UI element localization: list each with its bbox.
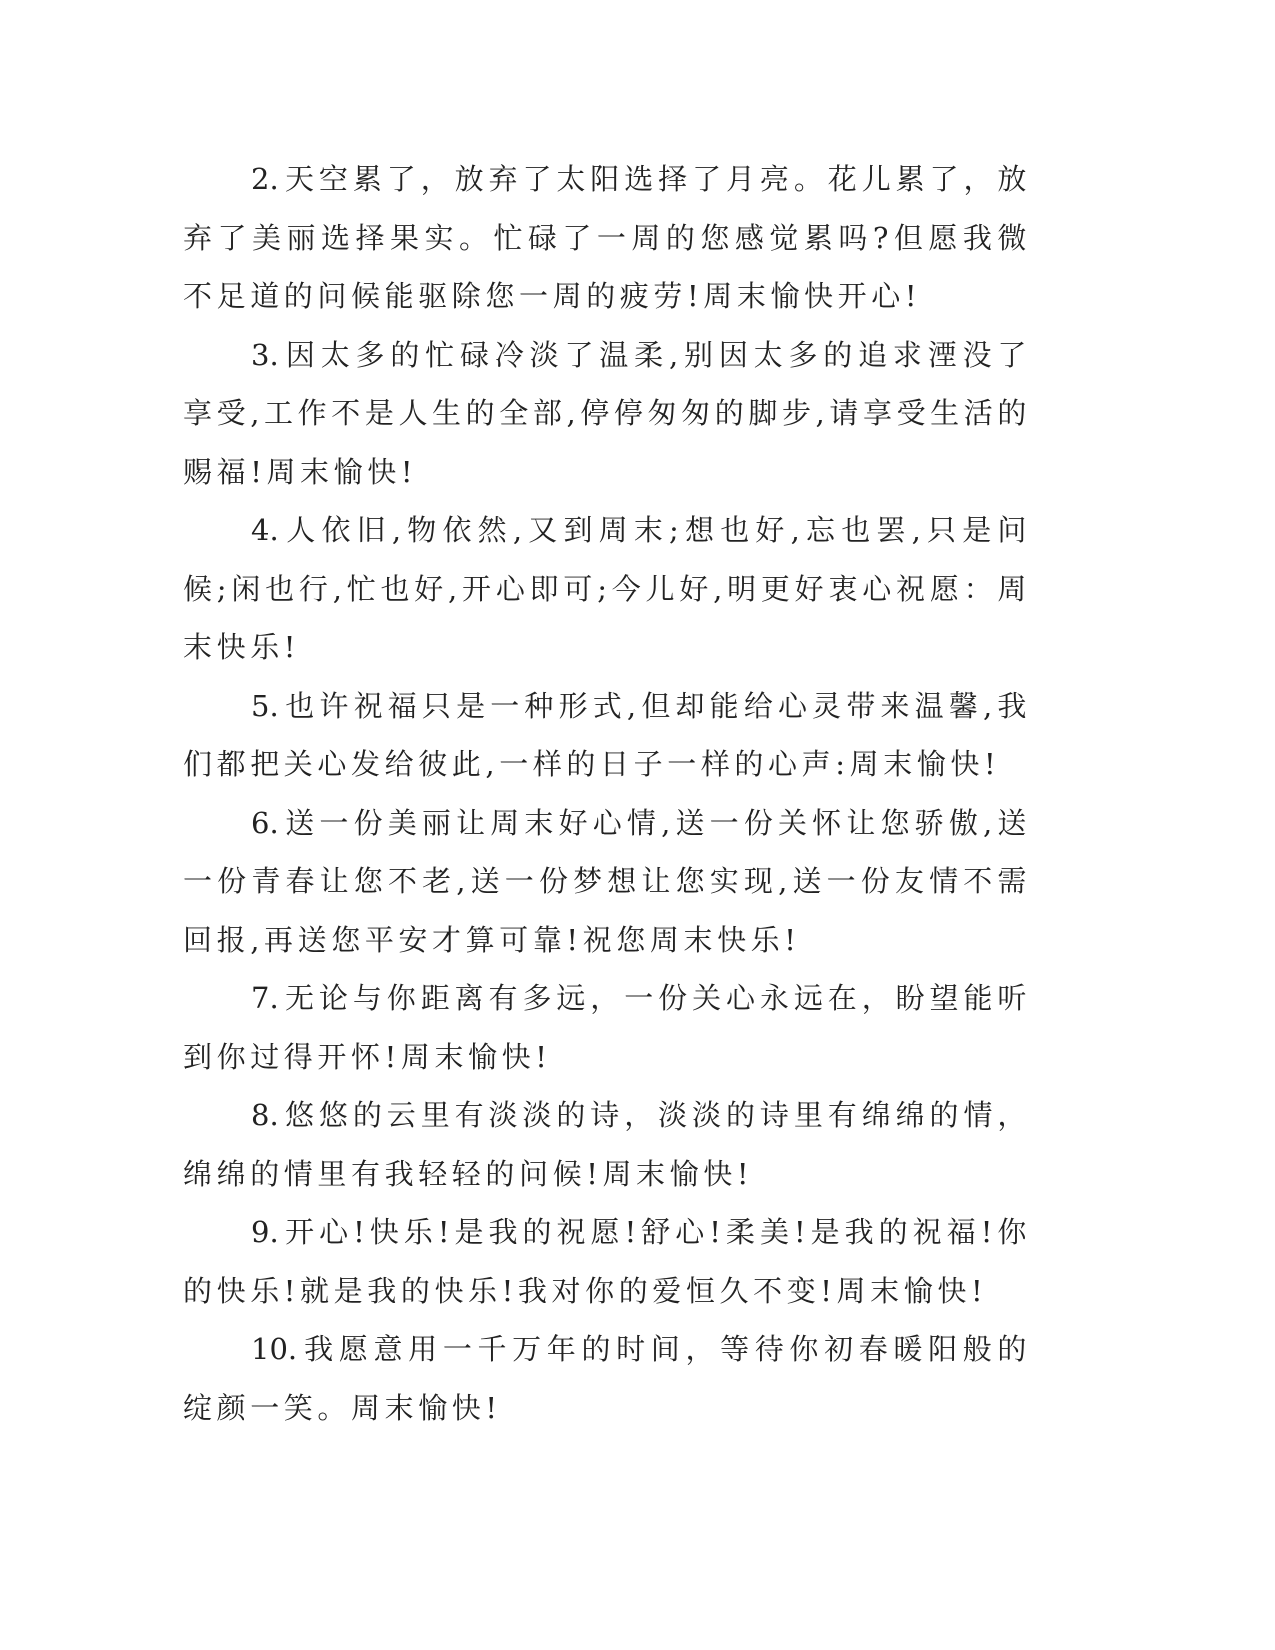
paragraph-item-10: [183, 1320, 1031, 1437]
paragraph-text: 因太多的忙碌冷淡了温柔,别因太多的追求湮没了享受,工作不是人生的全部,停停匆匆的脚步,请享受生活的赐福!周末愉快!: [183, 337, 1031, 489]
paragraph-text: 悠悠的云里有淡淡的诗，淡淡的诗里有绵绵的情，绵绵的情里有我轻轻的问候!周末愉快!: [183, 1098, 1031, 1191]
paragraph-item-6: [183, 794, 1031, 970]
paragraph-number: 8.: [251, 1098, 279, 1132]
document-body: [183, 150, 1031, 1437]
paragraph-text: 无论与你距离有多远，一份关心永远在，盼望能听到你过得开怀!周末愉快!: [183, 981, 1031, 1074]
paragraph-item-8: [183, 1086, 1031, 1203]
paragraph-item-2: [183, 150, 1031, 326]
paragraph-text: 也许祝福只是一种形式,但却能给心灵带来温馨,我们都把关心发给彼此,一样的日子一样的心声:周末愉快!: [183, 688, 1031, 781]
paragraph-number: 3.: [251, 337, 279, 372]
paragraph-text: 人依旧,物依然,又到周末;想也好,忘也罢,只是问候;闲也行,忙也好,开心即可;今儿好,明更好衷心祝愿：周末快乐!: [183, 513, 1031, 664]
paragraph-text: 送一份美丽让周末好心情,送一份关怀让您骄傲,送一份青春让您不老,送一份梦想让您实现,送一份友情不需回报,再送您平安才算可靠!祝您周末快乐!: [183, 805, 1031, 957]
paragraph-item-7: [183, 969, 1031, 1086]
paragraph-number: 4.: [251, 513, 279, 547]
paragraph-text: 开心!快乐!是我的祝愿!舒心!柔美!是我的祝福!你的快乐!就是我的快乐!我对你的爱恒久不变!周末愉快!: [183, 1215, 1031, 1308]
paragraph-number: 10.: [251, 1332, 298, 1366]
paragraph-text: 我愿意用一千万年的时间，等待你初春暖阳般的绽颜一笑。周末愉快!: [183, 1332, 1031, 1425]
paragraph-number: 6.: [251, 805, 279, 840]
paragraph-number: 5.: [251, 688, 279, 723]
paragraph-number: 2.: [251, 162, 279, 196]
paragraph-number: 7.: [251, 981, 279, 1015]
paragraph-item-4: [183, 501, 1031, 677]
paragraph-text: 天空累了，放弃了太阳选择了月亮。花儿累了，放弃了美丽选择果实。忙碌了一周的您感觉累吗?但愿我微不足道的问候能驱除您一周的疲劳!周末愉快开心!: [183, 162, 1031, 313]
paragraph-number: 9.: [251, 1215, 279, 1249]
paragraph-item-5: [183, 677, 1031, 794]
paragraph-item-9: [183, 1203, 1031, 1320]
paragraph-item-3: [183, 326, 1031, 502]
